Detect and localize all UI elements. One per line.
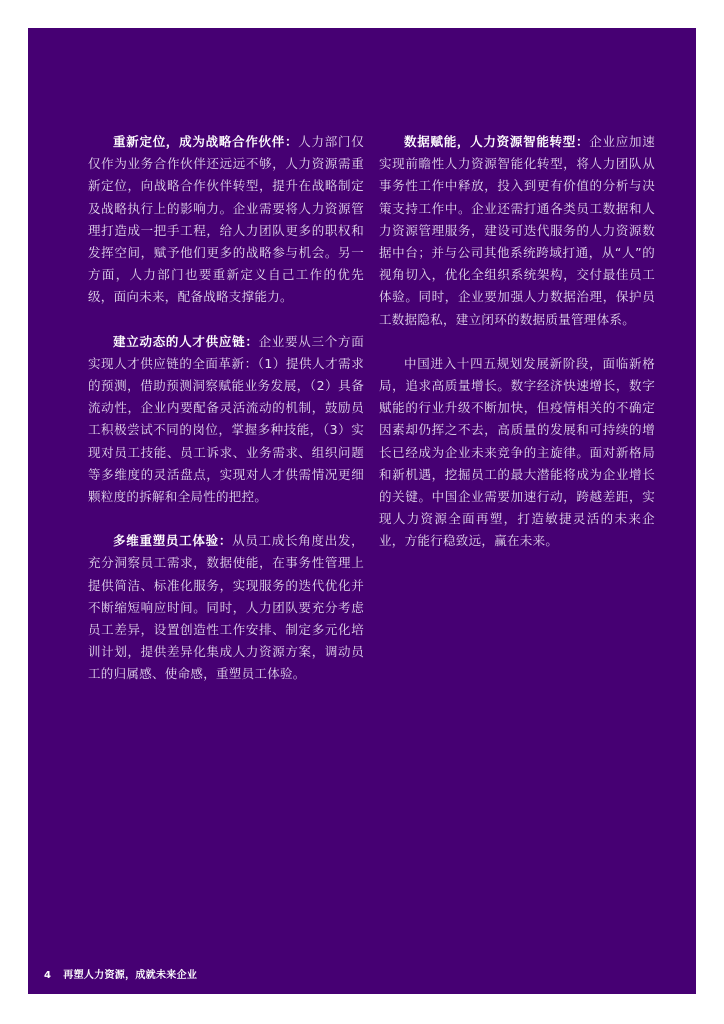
paragraph-text: 人力部门仅仅作为业务合作伙伴还远远不够，人力资源需重新定位，向战略合作伙伴转型，提升在战略制定及战略执行上的影响力。企业需要将人力资源管理打造成一把手工程，给人力团队更多的职权和发挥空间，赋予他们更多的战略参与机会。另一方面，人力部门也要重新定义自己工作的优先级，面向未来，配备战略支撑能力。 <box>88 134 364 305</box>
paragraph-text: 企业应加速实现前瞻性人力资源智能化转型，将人力团队从事务性工作中释放，投入到更有价值的分析与决策支持工作中。企业还需打通各类员工数据和人力资源管理服务，建设可迭代服务的人力资源数据中台；并与公司其他系统跨域打通，从“人”的视角切入，优化全组织系统架构，交付最佳员工体验。同时，企业要加强人力数据治理，保护员工数据隐私，建立闭环的数据质量管理体系。 <box>379 134 655 327</box>
paragraph-data-empowerment <box>379 131 655 331</box>
paragraph-text: 中国进入十四五规划发展新阶段，面临新格局，追求高质量增长。数字经济快速增长，数字赋能的行业升级不断加快，但疫情相关的不确定因素却仍挥之不去，高质量的发展和可持续的增长已经成为企业未来竞争的主旋律。面对新格局和新机遇，挖掘员工的最大潜能将成为企业增长的关键。中国企业需要加速行动，跨越差距，实现人力资源全面再塑，打造敏捷灵活的未来企业，方能行稳致远，赢在未来。 <box>379 355 655 549</box>
left-column <box>88 131 364 708</box>
paragraph-employee-experience <box>88 530 364 685</box>
paragraph-heading: 重新定位，成为战略合作伙伴： <box>113 134 299 149</box>
paragraph-strategic-partner <box>88 131 364 309</box>
paragraph-heading: 多维重塑员工体验： <box>113 533 233 549</box>
paragraph-text: 从员工成长角度出发，充分洞察员工需求，数据使能，在事务性管理上提供简洁、标准化服务，实现服务的迭代优化并不断缩短响应时间。同时，人力团队要充分考虑员工差异，设置创造性工作安排、制定多元化培训计划，提供差异化集成人力资源方案，调动员工的归属感、使命感，重塑员工体验。 <box>88 533 364 682</box>
paragraph-talent-supply-chain <box>88 331 364 509</box>
right-column <box>379 131 655 575</box>
paragraph-conclusion <box>379 353 655 553</box>
page-number: 4 <box>44 970 52 981</box>
paragraph-heading: 建立动态的人才供应链： <box>113 333 259 349</box>
page-footer <box>44 966 197 981</box>
footer-title: 再塑人力资源，成就未来企业 <box>63 970 198 981</box>
paragraph-text: 企业要从三个方面实现人才供应链的全面革新：（1）提供人才需求的预测，借助预测洞察赋能业务发展，（2）具备流动性，企业内要配备灵活流动的机制，鼓励员工积极尝试不同的岗位，掌握多种技能，（3）实现对员工技能、员工诉求、业务需求、组织问题等多维度的灵活盘点，实现对人才供需情况更细颗粒度的拆解和全局性的把控。 <box>88 333 364 505</box>
paragraph-heading: 数据赋能，人力资源智能转型： <box>404 134 590 149</box>
